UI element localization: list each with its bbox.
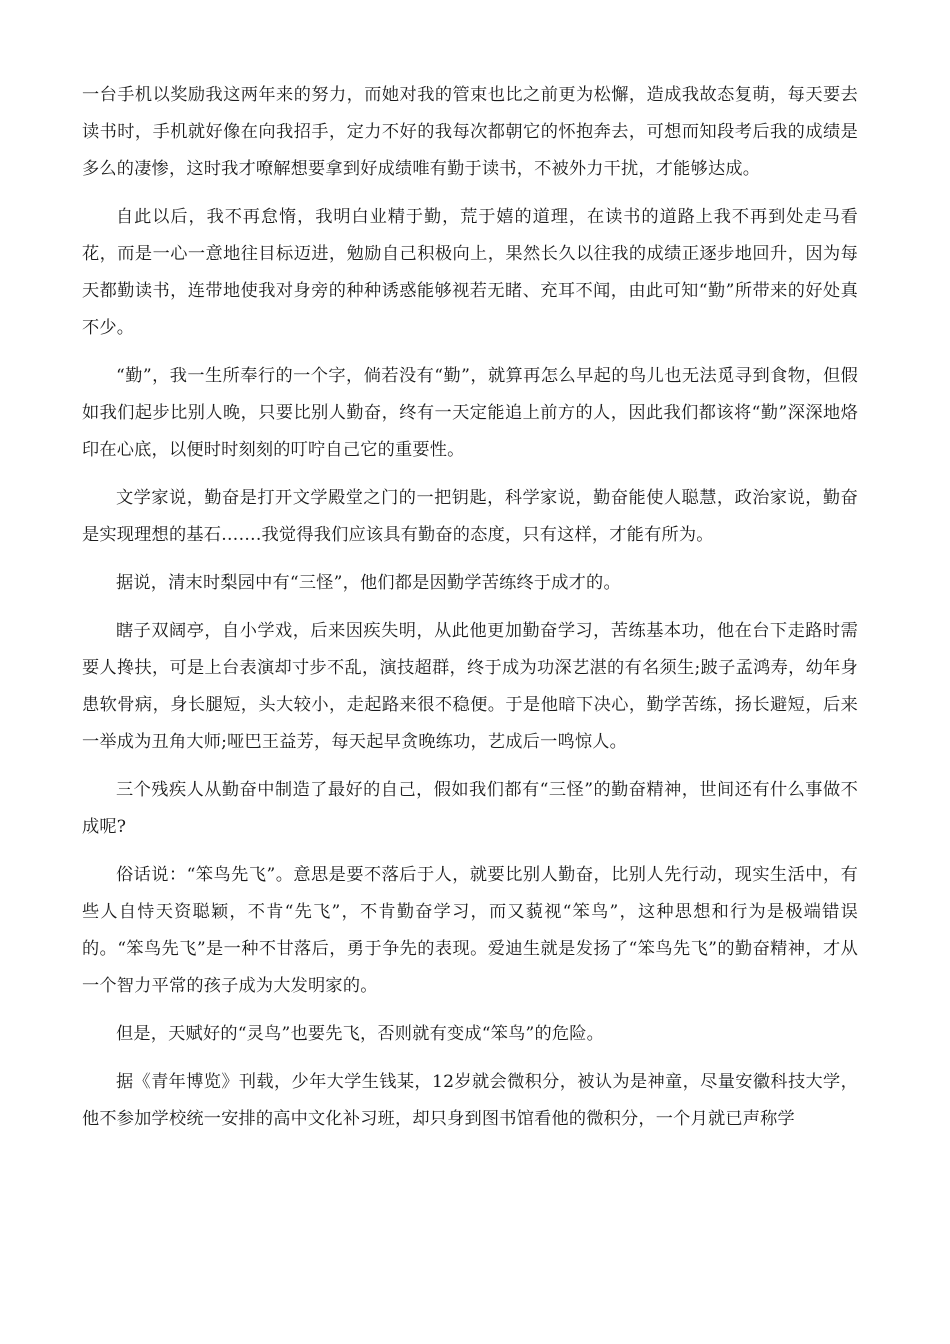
paragraph-2: 自此以后，我不再怠惰，我明白业精于勤，荒于嬉的道理，在读书的道路上我不再到处走马看花，而是一心一意地往目标迈进，勉励自己积极向上，果然长久以往我的成绩正逐步地回升，因为每天都勤读书，连带地使我对身旁的种种诱惑能够视若无睹、充耳不闻，由此可知“勤”所带来的好处真不少。 xyxy=(82,207,858,338)
paragraph-5: 据说，清末时梨园中有“三怪”，他们都是因勤学苦练终于成才的。 xyxy=(116,573,621,593)
paragraph-1: 一台手机以奖励我这两年来的努力，而她对我的管束也比之前更为松懈，造成我故态复萌，每天要去读书时，手机就好像在向我招手，定力不好的我每次都朝它的怀抱奔去，可想而知段考后我的成绩是多么的凄惨，这时我才嘹解想要拿到好成绩唯有勤于读书，不被外力干扰，才能够达成。 xyxy=(82,85,858,179)
paragraph-6: 瞎子双阔亭，自小学戏，后来因疾失明，从此他更加勤奋学习，苦练基本功，他在台下走路时需要人搀扶，可是上台表演却寸步不乱，演技超群，终于成为功深艺湛的有名须生;跛子孟鸿寿，幼年身患软骨病，身长腿短，头大较小，走起路来很不稳便。于是他暗下决心，勤学苦练，扬长避短，后来一举成为丑角大师;哑巴王益芳，每天起早贪晚练功，艺成后一鸣惊人。 xyxy=(82,621,858,752)
paragraph-8: 俗话说：“笨鸟先飞”。意思是要不落后于人，就要比别人勤奋，比别人先行动，现实生活中，有些人自恃天资聪颖，不肯“先飞”，不肯勤奋学习，而又藐视“笨鸟”，这种思想和行为是极端错误的。“笨鸟先飞”是一种不甘落后，勇于争先的表现。爱迪生就是发扬了“笨鸟先飞”的勤奋精神，才从一个智力平常的孩子成为大发明家的。 xyxy=(82,865,858,996)
paragraph-9: 但是，天赋好的“灵鸟”也要先飞，否则就有变成“笨鸟”的危险。 xyxy=(116,1024,605,1044)
paragraph-10: 据《青年博览》刊载，少年大学生钱某，12岁就会微积分，被认为是神童，尽量安徽科技大学，他不参加学校统一安排的高中文化补习班，却只身到图书馆看他的微积分，一个月就已声称学 xyxy=(82,1072,858,1129)
paragraph-4: 文学家说，勤奋是打开文学殿堂之门的一把钥匙，科学家说，勤奋能使人聪慧，政治家说，勤奋是实现理想的基石…….我觉得我们应该具有勤奋的态度，只有这样，才能有所为。 xyxy=(82,488,858,545)
document-body xyxy=(82,77,858,1149)
paragraph-7: 三个残疾人从勤奋中制造了最好的自己，假如我们都有“三怪”的勤奋精神，世间还有什么事做不成呢? xyxy=(82,780,858,837)
paragraph-3: “勤”，我一生所奉行的一个字，倘若没有“勤”，就算再怎么早起的鸟儿也无法觅寻到食物，但假如我们起步比别人晚，只要比别人勤奋，终有一天定能追上前方的人，因此我们都该将“勤”深深地烙印在心底，以便时时刻刻的叮咛自己它的重要性。 xyxy=(82,366,858,460)
